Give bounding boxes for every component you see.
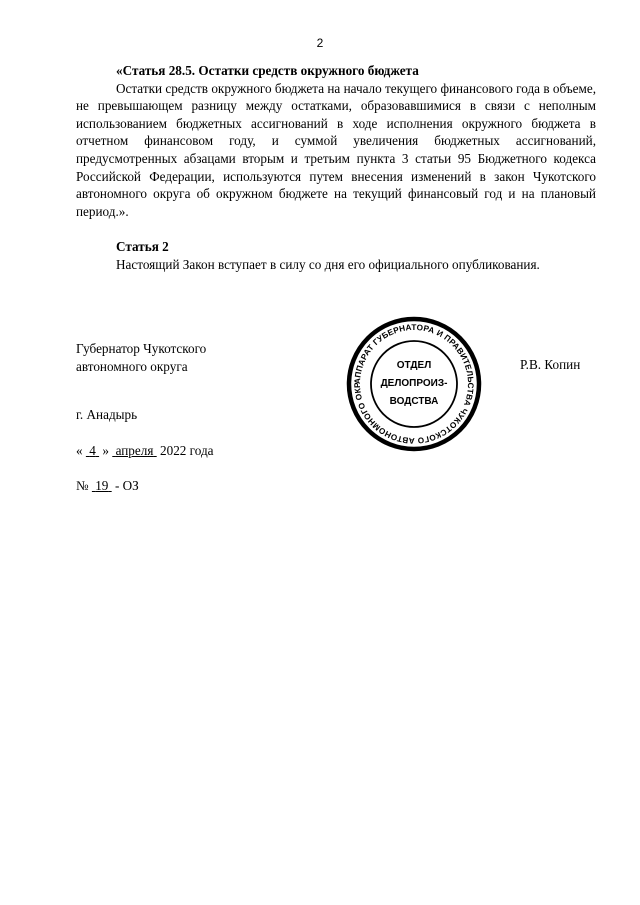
page-number: 2	[316, 36, 324, 50]
signatory-title-line2: автономного округа	[76, 358, 188, 374]
date-month: апреля	[115, 443, 154, 458]
official-seal-stamp	[346, 316, 482, 452]
date-open-quote: «	[76, 443, 83, 458]
seal-graphic	[346, 316, 482, 452]
article-2-text: Настоящий Закон вступает в силу со дня его официального опубликования.	[116, 256, 540, 272]
seal-line-1: ОТДЕЛ	[396, 360, 432, 371]
law-number-suffix: - ОЗ	[114, 478, 139, 493]
signatory-title	[76, 340, 206, 375]
article-28-5-text: Остатки средств окружного бюджета на начало текущего финансового года в объеме, не превышающем разницу между остатками, образовавшимися в связи с неполным использованием бюджетных ассигнований в ходе исполнения окружного бюджета в отчетном финансовом году, и суммой увеличения бюджетных ассигнований, предусмотренных абзацами вторым и третьим пункта 3 статьи 95 Бюджетного кодекса Российской Федерации, используются путем внесения изменений в закон Чукотского автономного округа об окружном бюджете на текущий финансовый год и на плановый период.».	[76, 80, 596, 219]
law-number-value: 19	[95, 478, 109, 493]
signatory-name: Р.В. Копин	[520, 357, 581, 372]
article-28-5-heading: «Статья 28.5. Остатки средств окружного бюджета	[116, 63, 419, 78]
seal-line-2: ДЕЛОПРОИЗ-	[380, 378, 448, 389]
law-number-prefix: №	[76, 478, 89, 493]
law-number	[76, 478, 139, 494]
signing-date	[76, 443, 214, 459]
date-close-quote: »	[102, 443, 109, 458]
seal-line-3: ВОДСТВА	[389, 396, 439, 407]
date-day: 4	[89, 443, 96, 458]
date-year: 2022 года	[160, 443, 214, 458]
place-of-signing: г. Анадырь	[76, 407, 138, 422]
article-2-heading: Статья 2	[116, 239, 169, 255]
document-body	[76, 62, 596, 274]
signatory-title-line1: Губернатор Чукотского	[76, 341, 207, 356]
seal-ring-text: АППАРАТ ГУБЕРНАТОРА И ПРАВИТЕЛЬСТВА ЧУКОТСКОГО АВТОНОМНОГО ОКР	[352, 322, 476, 446]
